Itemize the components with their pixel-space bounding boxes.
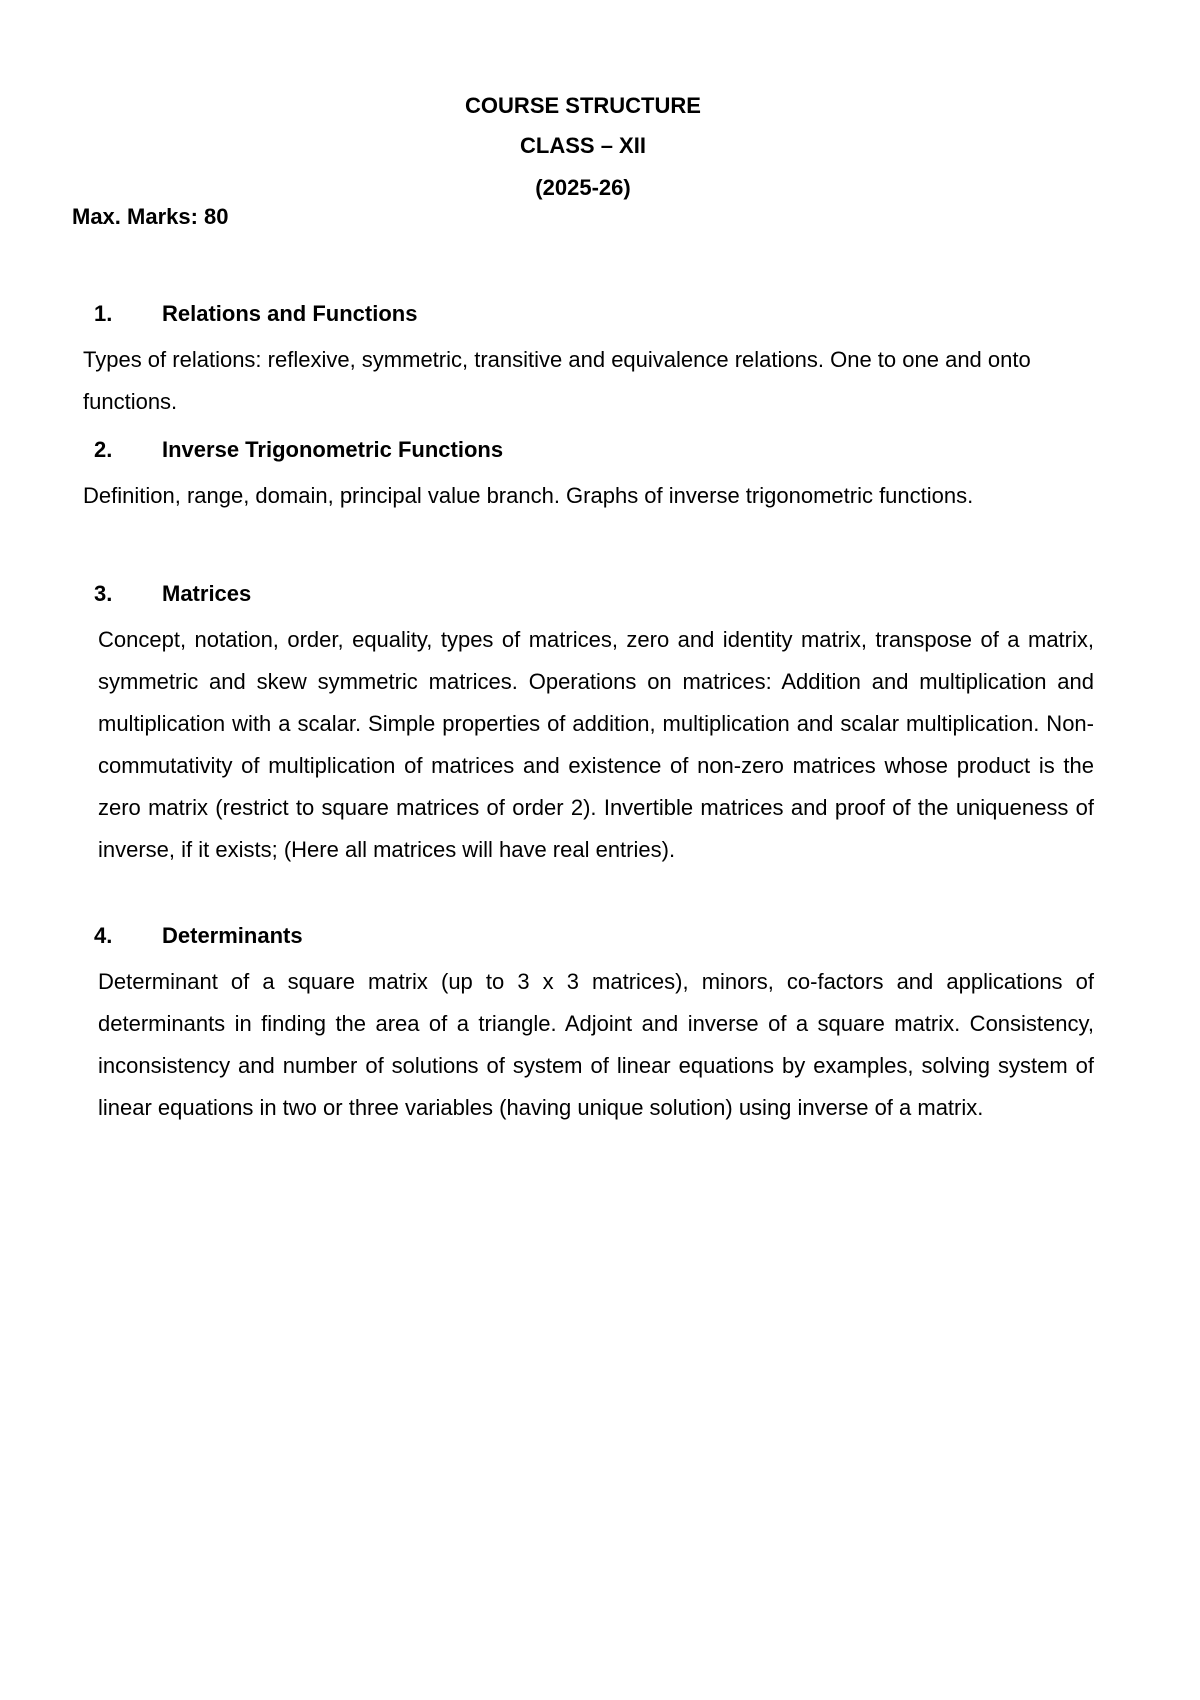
section-body-1: Types of relations: reflexive, symmetric, transitive and equivalence relations. One to one and onto functions. (83, 347, 1031, 414)
section-body-3: Concept, notation, order, equality, types of matrices, zero and identity matrix, transpose of a matrix, symmetric and skew symmetric matrices. Operations on matrices: Addition and multiplication and multiplication with a scalar. Simple properties of addition, multiplication and scalar multiplication. Non- commutativity of multiplication of matrices and existence of non-zero matrices whose product is the zero matrix (restrict to square matrices of order 2). Invertible matrices and proof of the uniqueness of inverse, if it exists; (Here all matrices will have real entries). (98, 627, 1094, 862)
section-title: Inverse Trigonometric Functions (162, 437, 504, 462)
section-title: Relations and Functions (162, 301, 418, 326)
section-number: 2. (94, 437, 113, 462)
section-body-2: Definition, range, domain, principal value branch. Graphs of inverse trigonometric functions. (83, 483, 974, 508)
session-label: (2025-26) (535, 175, 631, 200)
section-heading-2 (94, 436, 503, 464)
section-heading-1 (94, 300, 417, 328)
section-body-4: Determinant of a square matrix (up to 3 x 3 matrices), minors, co-factors and applications of determinants in finding the area of a triangle. Adjoint and inverse of a square matrix. Consistency, inconsistency and number of solutions of system of linear equations by examples, solving system of linear equations in two or three variables (having unique solution) using inverse of a matrix. (98, 969, 1094, 1120)
section-number: 4. (94, 923, 113, 948)
max-marks: Max. Marks: 80 (72, 204, 229, 229)
section-title: Determinants (162, 923, 303, 948)
section-number: 1. (94, 301, 113, 326)
section-number: 3. (94, 581, 113, 606)
section-heading-4 (94, 922, 303, 950)
class-label: CLASS – XII (520, 133, 646, 158)
section-heading-3 (94, 580, 251, 608)
section-title: Matrices (162, 581, 252, 606)
document-title: COURSE STRUCTURE (465, 93, 701, 118)
